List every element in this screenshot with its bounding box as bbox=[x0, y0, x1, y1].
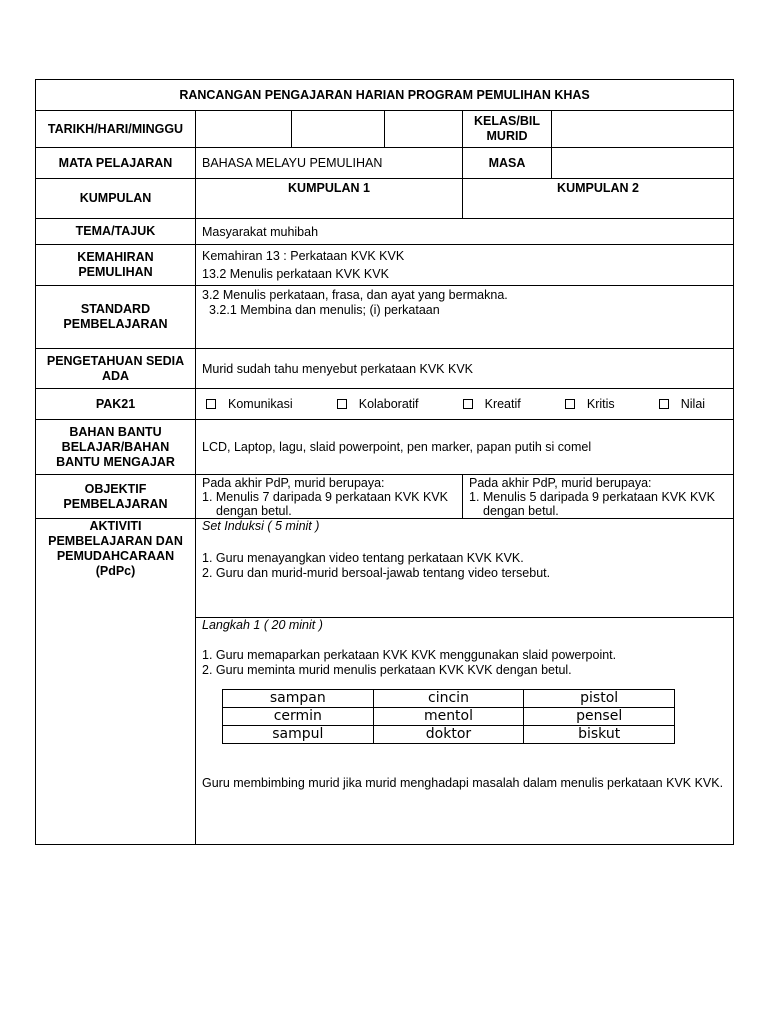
word-cell: sampan bbox=[223, 690, 374, 708]
objektif-kumpulan-1 bbox=[196, 475, 463, 519]
checkbox-icon bbox=[463, 399, 473, 409]
aktiviti-label: AKTIVITI PEMBELAJARAN DAN PEMUDAHCARAAN (PdPc) bbox=[36, 519, 196, 845]
pengetahuan-label: PENGETAHUAN SEDIA ADA bbox=[36, 349, 196, 389]
pak21-label: PAK21 bbox=[36, 389, 196, 420]
tarikh-field-2 bbox=[292, 111, 385, 148]
checkbox-icon bbox=[337, 399, 347, 409]
masa-label: MASA bbox=[463, 148, 552, 179]
set-induksi-step-2: 2. Guru dan murid-murid bersoal-jawab tentang video tersebut. bbox=[202, 566, 551, 580]
word-row bbox=[223, 708, 675, 726]
objektif-k2-line-1: Pada akhir PdP, murid berupaya: bbox=[469, 476, 652, 490]
objektif-label: OBJEKTIF PEMBELAJARAN bbox=[36, 475, 196, 519]
pak21-option-kreatif[interactable]: Kreatif bbox=[463, 397, 521, 411]
mata-pelajaran-value: BAHASA MELAYU PEMULIHAN bbox=[196, 148, 463, 179]
standard-line-2: 3.2.1 Membina dan menulis; (i) perkataan bbox=[209, 303, 440, 317]
word-row bbox=[223, 690, 675, 708]
objektif-k1-line-1: Pada akhir PdP, murid berupaya: bbox=[202, 476, 385, 490]
checkbox-icon bbox=[659, 399, 669, 409]
kelas-label: KELAS/BIL MURID bbox=[463, 111, 552, 148]
word-row bbox=[223, 726, 675, 744]
langkah-1-step-1: 1. Guru memaparkan perkataan KVK KVK menggunakan slaid powerpoint. bbox=[202, 648, 617, 662]
word-cell: pistol bbox=[524, 690, 675, 708]
tarikh-label: TARIKH/HARI/MINGGU bbox=[36, 111, 196, 148]
pak21-option-kolaboratif[interactable]: Kolaboratif bbox=[337, 397, 419, 411]
bahan-label: BAHAN BANTU BELAJAR/BAHAN BANTU MENGAJAR bbox=[36, 420, 196, 475]
word-table bbox=[222, 689, 675, 744]
tarikh-field-1 bbox=[196, 111, 292, 148]
word-cell: mentol bbox=[373, 708, 524, 726]
tarikh-field-3 bbox=[385, 111, 463, 148]
langkah-1-step-2: 2. Guru meminta murid menulis perkataan KVK KVK dengan betul. bbox=[202, 663, 572, 677]
langkah-1-title: Langkah 1 ( 20 minit ) bbox=[202, 618, 323, 632]
pak21-options bbox=[196, 389, 734, 420]
tema-value: Masyarakat muhibah bbox=[196, 219, 734, 245]
pak21-option-nilai[interactable]: Nilai bbox=[659, 397, 705, 411]
kelas-field bbox=[552, 111, 734, 148]
set-induksi-section bbox=[196, 519, 734, 618]
document-title: RANCANGAN PENGAJARAN HARIAN PROGRAM PEMULIHAN KHAS bbox=[36, 80, 734, 111]
checkbox-icon bbox=[206, 399, 216, 409]
kemahiran-value bbox=[196, 245, 734, 286]
masa-field bbox=[552, 148, 734, 179]
set-induksi-title: Set Induksi ( 5 minit ) bbox=[202, 519, 320, 533]
checkbox-icon bbox=[565, 399, 575, 409]
lesson-plan-document bbox=[35, 79, 733, 845]
kemahiran-line-1: Kemahiran 13 : Perkataan KVK KVK bbox=[202, 249, 405, 263]
word-cell: sampul bbox=[223, 726, 374, 744]
standard-label: STANDARD PEMBELAJARAN bbox=[36, 286, 196, 349]
kumpulan-1-header: KUMPULAN 1 bbox=[196, 179, 463, 219]
langkah-1-section bbox=[196, 618, 734, 845]
tema-label: TEMA/TAJUK bbox=[36, 219, 196, 245]
word-cell: pensel bbox=[524, 708, 675, 726]
set-induksi-step-1: 1. Guru menayangkan video tentang perkataan KVK KVK. bbox=[202, 551, 524, 565]
objektif-k1-line-2: 1. Menulis 7 daripada 9 perkataan KVK KVK bbox=[202, 490, 448, 504]
standard-line-1: 3.2 Menulis perkataan, frasa, dan ayat yang bermakna. bbox=[202, 288, 508, 302]
mata-pelajaran-label: MATA PELAJARAN bbox=[36, 148, 196, 179]
kumpulan-2-header: KUMPULAN 2 bbox=[463, 179, 734, 219]
word-cell: cermin bbox=[223, 708, 374, 726]
objektif-kumpulan-2 bbox=[463, 475, 734, 519]
objektif-k2-line-3: dengan betul. bbox=[483, 504, 559, 518]
pak21-option-kritis[interactable]: Kritis bbox=[565, 397, 615, 411]
kemahiran-label: KEMAHIRAN PEMULIHAN bbox=[36, 245, 196, 286]
objektif-k1-line-3: dengan betul. bbox=[216, 504, 292, 518]
standard-value bbox=[196, 286, 734, 349]
word-cell: doktor bbox=[373, 726, 524, 744]
pak21-option-komunikasi[interactable]: Komunikasi bbox=[206, 397, 293, 411]
word-cell: biskut bbox=[524, 726, 675, 744]
bahan-value: LCD, Laptop, lagu, slaid powerpoint, pen marker, papan putih si comel bbox=[196, 420, 734, 475]
pengetahuan-value: Murid sudah tahu menyebut perkataan KVK KVK bbox=[196, 349, 734, 389]
kumpulan-label: KUMPULAN bbox=[36, 179, 196, 219]
word-cell: cincin bbox=[373, 690, 524, 708]
objektif-k2-line-2: 1. Menulis 5 daripada 9 perkataan KVK KVK bbox=[469, 490, 715, 504]
langkah-1-closing: Guru membimbing murid jika murid menghadapi masalah dalam menulis perkataan KVK KVK. bbox=[202, 776, 724, 790]
kemahiran-line-2: 13.2 Menulis perkataan KVK KVK bbox=[202, 267, 389, 281]
lesson-plan-table bbox=[35, 79, 734, 845]
